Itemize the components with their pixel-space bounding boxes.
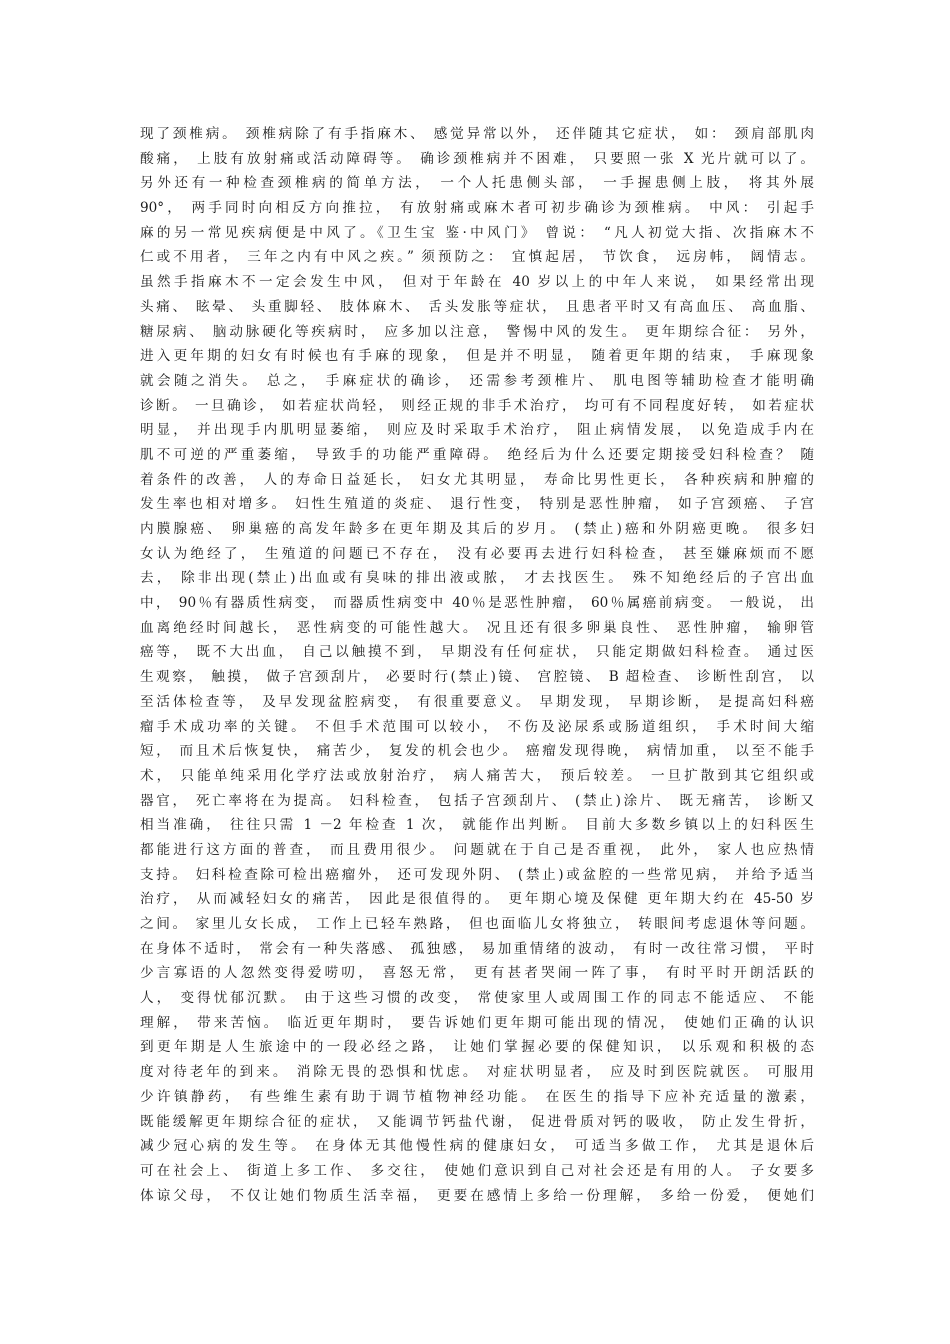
text-line: 女认为绝经了， 生殖道的问题已不存在， 没有必要再去进行妇科检查， 甚至嫌麻烦而不愿	[140, 545, 814, 562]
text-line: 头痛、 眩晕、 头重脚轻、 肢体麻木、 舌头发胀等症状， 且患者平时又有高血压、 高血脂、	[140, 298, 814, 315]
text-line: 去， 除非出现(禁止)出血或有臭味的排出液或脓， 才去找医生。 殊不知绝经后的子宫出血	[140, 570, 814, 587]
text-line: 虽然手指麻木不一定会发生中风， 但对于年龄在 40 岁以上的中年人来说， 如果经常出现	[140, 274, 814, 291]
text-line: 都能进行这方面的普查， 而且费用很少。 问题就在于自己是否重视， 此外， 家人也应热情	[140, 841, 814, 858]
text-line: 支持。 妇科检查除可检出癌瘤外， 还可发现外阴、 (禁止)或盆腔的一些常见病， 并给予适当	[140, 866, 814, 883]
text-line: 中， 90％有器质性病变， 而器质性病变中 40％是恶性肿瘤， 60％属癌前病变。 一般说， 出	[140, 595, 814, 612]
text-line: 明显， 并出现手内肌明显萎缩， 则应及时采取手术治疗， 阻止病情发展， 以免造成手内在	[140, 422, 814, 439]
text-line: 生观察， 触摸， 做子宫颈刮片， 必要时行(禁止)镜、 宫腔镜、 B 超检查、 诊断性刮宫， 以	[140, 669, 814, 686]
text-line: 短， 而且术后恢复快， 痛苦少， 复发的机会也少。 癌瘤发现得晚， 病情加重， 以至不能手	[140, 743, 814, 760]
text-line: 仁或不用者， 三年之内有中风之疾。” 须预防之： 宜慎起居， 节饮食， 远房帏， 阔情志。	[140, 249, 814, 266]
text-line: 着条件的改善， 人的寿命日益延长， 妇女尤其明显， 寿命比男性更长， 各种疾病和肿瘤的	[140, 471, 814, 488]
text-line: 既能缓解更年期综合征的症状， 又能调节钙盐代谢， 促进骨质对钙的吸收， 防止发生骨折，	[140, 1113, 814, 1130]
text-line: 到更年期是人生旅途中的一段必经之路， 让她们掌握必要的保健知识， 以乐观和积极的态	[140, 1039, 814, 1056]
text-line: 另外还有一种检查颈椎病的简单方法， 一个人托患侧头部， 一手握患侧上肢， 将其外展	[140, 175, 814, 192]
text-line: 麻的另一常见疾病便是中风了。《卫生宝 鉴·中风门》 曾说： “凡人初觉大指、次指麻木不	[140, 224, 814, 241]
text-line: 理解， 带来苦恼。 临近更年期时， 要告诉她们更年期可能出现的情况， 使她们正确的认识	[140, 1014, 814, 1031]
text-line: 发生率也相对增多。 妇性生殖道的炎症、 退行性变， 特别是恶性肿瘤， 如子宫颈癌、 子宫	[140, 496, 814, 513]
text-line: 术， 只能单纯采用化学疗法或放射治疗， 病人痛苦大， 预后较差。 一旦扩散到其它组织或	[140, 767, 814, 784]
text-line: 酸痛， 上肢有放射痛或活动障碍等。 确诊颈椎病并不困难， 只要照一张 X 光片就可以了。	[140, 150, 814, 167]
text-line: 减少冠心病的发生等。 在身体无其他慢性病的健康妇女， 可适当多做工作， 尤其是退休后	[140, 1138, 814, 1155]
text-line: 至活体检查等， 及早发现盆腔病变， 有很重要意义。 早期发现， 早期诊断， 是提高妇科癌	[140, 693, 814, 710]
text-line: 治疗， 从而减轻妇女的痛苦， 因此是很值得的。 更年期心境及保健 更年期大约在 45-50 岁	[140, 891, 814, 908]
text-line: 癌等， 既不大出血， 自己以触摸不到， 早期没有任何症状， 只能定期做妇科检查。 通过医	[140, 644, 814, 661]
text-line: 糖尿病、 脑动脉硬化等疾病时， 应多加以注意， 警惕中风的发生。 更年期综合征： 另外，	[140, 323, 814, 340]
text-line: 少言寡语的人忽然变得爱唠叨， 喜怒无常， 更有甚者哭闹一阵了事， 有时平时开朗活跃的	[140, 965, 814, 982]
text-line: 在身体不适时， 常会有一种失落感、 孤独感， 易加重情绪的波动， 有时一改往常习惯， 平时	[140, 940, 814, 957]
text-line: 就会随之消失。 总之， 手麻症状的确诊， 还需参考颈椎片、 肌电图等辅助检查才能明确	[140, 372, 814, 389]
text-line: 人， 变得忧郁沉默。 由于这些习惯的改变， 常使家里人或周围工作的同志不能适应、 不能	[140, 990, 814, 1007]
text-line: 诊断。 一旦确诊， 如若症状尚轻， 则经正规的非手术治疗， 均可有不同程度好转， 如若症状	[140, 397, 814, 414]
text-line: 进入更年期的妇女有时候也有手麻的现象， 但是并不明显， 随着更年期的结束， 手麻现象	[140, 348, 814, 365]
text-line: 度对待老年的到来。 消除无畏的恐惧和忧虑。 对症状明显者， 应及时到医院就医。 可服用	[140, 1064, 814, 1081]
text-line: 体谅父母， 不仅让她们物质生活幸福， 更要在感情上多给一份理解， 多给一份爱， 便她们	[140, 1187, 814, 1204]
text-line: 可在社会上、 街道上多工作、 多交往， 使她们意识到自己对社会还是有用的人。 子女要多	[140, 1162, 814, 1179]
text-line: 现了颈椎病。 颈椎病除了有手指麻木、 感觉异常以外， 还伴随其它症状， 如： 颈肩部肌肉	[140, 126, 814, 142]
document-body-text	[140, 122, 814, 1208]
text-line: 少许镇静药， 有些维生素有助于调节植物神经功能。 在医生的指导下应补充适量的激素，	[140, 1088, 814, 1105]
text-line: 血离绝经时间越长， 恶性病变的可能性越大。 况且还有很多卵巢良性、 恶性肿瘤， 输卵管	[140, 619, 814, 636]
text-line: 内膜腺癌、 卵巢癌的高发年龄多在更年期及其后的岁月。 (禁止)癌和外阴癌更晚。 很多妇	[140, 521, 814, 537]
text-line: 器官， 死亡率将在为提高。 妇科检查， 包括子宫颈刮片、 (禁止)涂片、 既无痛苦， 诊断又	[140, 792, 814, 809]
text-line: 相当准确， 往往只需 1 －2 年检查 1 次， 就能作出判断。 目前大多数乡镇以上的妇科医生	[140, 817, 814, 834]
text-line: 90°， 两手同时向相反方向推拉， 有放射痛或麻木者可初步确诊为颈椎病。 中风： 引起手	[140, 200, 814, 217]
text-line: 肌不可逆的严重萎缩， 导致手的功能严重障碍。 绝经后为什么还要定期接受妇科检查？ 随	[140, 446, 814, 463]
text-line: 瘤手术成功率的关键。 不但手术范围可以较小， 不伤及泌尿系或肠道组织， 手术时间大缩	[140, 718, 814, 735]
text-line: 之间。 家里儿女长成， 工作上已轻车熟路， 但也面临儿女将独立， 转眼间考虑退休等问题。	[140, 916, 814, 932]
